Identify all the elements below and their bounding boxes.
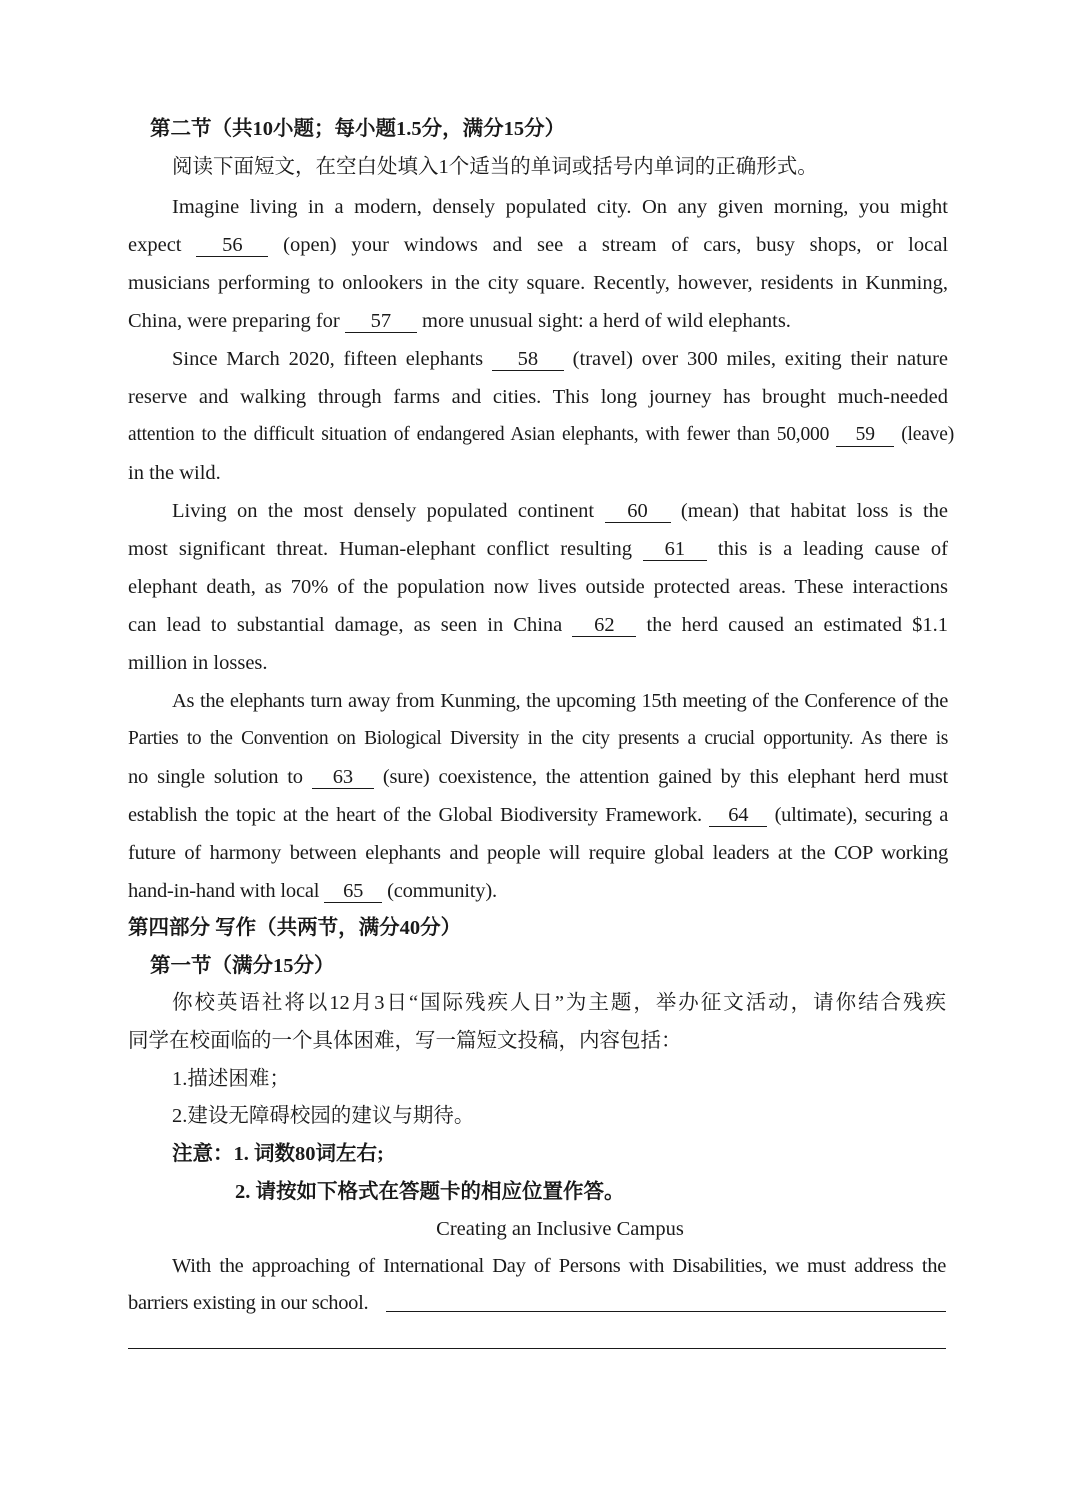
passage-text: most significant threat. Human-elephant conflict resulting [128, 538, 632, 560]
passage-line: million in losses. [128, 652, 268, 674]
prompt-item: 2.建设无障碍校园的建议与期待。 [172, 1105, 475, 1127]
answer-line[interactable] [386, 1311, 946, 1312]
answer-blank[interactable]: 57 [345, 310, 417, 333]
passage-line [128, 232, 948, 258]
answer-blank[interactable]: 58 [492, 348, 564, 371]
passage-text: (leave) [901, 424, 954, 445]
part-heading: 第四部分 写作（共两节，满分40分） [128, 917, 462, 939]
prompt-item: 1.描述困难； [172, 1068, 290, 1090]
essay-line: With the approaching of International Day of Persons with Disabilities, we must address the [172, 1255, 946, 1277]
answer-blank[interactable]: 63 [312, 766, 374, 789]
passage-text: no single solution to [128, 766, 303, 788]
passage-text: this is a leading cause of [717, 538, 949, 560]
passage-line [172, 346, 948, 372]
passage-line: Parties to the Convention on Biological Diversity in the city presents a crucial opportunity. As there is [128, 728, 948, 749]
passage-text: (ultimate), securing a [774, 804, 948, 826]
passage-text: China, were preparing for [128, 310, 340, 332]
answer-blank[interactable]: 60 [605, 500, 671, 523]
passage-text: (sure) coexistence, the attention gained by this elephant herd must [382, 766, 948, 788]
answer-blank[interactable]: 64 [709, 804, 767, 827]
passage-text: more unusual sight: a herd of wild elephants. [422, 310, 791, 332]
passage-text: expect [128, 234, 182, 256]
passage-text: (open) your windows and see a stream of cars, busy shops, or local [283, 234, 949, 256]
passage-line [128, 764, 948, 790]
passage-line [128, 802, 948, 828]
essay-title: Creating an Inclusive Campus [436, 1218, 684, 1240]
passage-line: musicians performing to onlookers in the city square. Recently, however, residents in Kunming, [128, 272, 948, 294]
prompt-line: 同学在校面临的一个具体困难，写一篇短文投稿，内容包括： [128, 1030, 682, 1052]
passage-line: Imagine living in a modern, densely populated city. On any given morning, you might [172, 196, 948, 218]
passage-line: As the elephants turn away from Kunming, the upcoming 15th meeting of the Conference of the [172, 690, 948, 712]
prompt-line: 你校英语社将以12月3日“国际残疾人日”为主题，举办征文活动，请你结合残疾 [172, 992, 946, 1014]
passage-line: future of harmony between elephants and people will require global leaders at the COP working [128, 842, 948, 864]
answer-blank[interactable]: 62 [572, 614, 636, 637]
passage-text: (travel) over 300 miles, exiting their nature [572, 348, 948, 370]
section-instruction: 阅读下面短文，在空白处填入1个适当的单词或括号内单词的正确形式。 [172, 156, 818, 178]
passage-line [128, 612, 948, 638]
passage-text: establish the topic at the heart of the Global Biodiversity Framework. [128, 804, 702, 826]
answer-line[interactable] [128, 1348, 946, 1349]
essay-line: barriers existing in our school. [128, 1292, 369, 1314]
passage-text: hand-in-hand with local [128, 880, 320, 902]
passage-line: reserve and walking through farms and cities. This long journey has brought much-needed [128, 386, 948, 408]
note-line: 2. 请按如下格式在答题卡的相应位置作答。 [235, 1181, 625, 1203]
note-line: 注意：1. 词数80词左右; [172, 1143, 384, 1165]
passage-text: Since March 2020, fifteen elephants [172, 348, 484, 370]
passage-text: can lead to substantial damage, as seen in China [128, 614, 563, 636]
passage-line [128, 536, 948, 562]
passage-line [128, 878, 497, 904]
answer-blank[interactable]: 61 [643, 538, 707, 561]
passage-text: (community). [387, 880, 497, 902]
answer-blank[interactable]: 59 [836, 424, 894, 447]
passage-line: elephant death, as 70% of the population now lives outside protected areas. These interactions [128, 576, 948, 598]
passage-text: the herd caused an estimated $1.1 [646, 614, 949, 636]
answer-blank[interactable]: 65 [324, 880, 382, 903]
passage-text: attention to the difficult situation of endangered Asian elephants, with fewer than 50,000 [128, 424, 830, 445]
passage-text: (mean) that habitat loss is the [680, 500, 949, 522]
passage-line [172, 498, 948, 524]
passage-line [128, 308, 791, 334]
passage-line [128, 422, 954, 448]
passage-text: Living on the most densely populated continent [172, 500, 595, 522]
section-heading: 第二节（共10小题；每小题1.5分，满分15分） [150, 118, 566, 140]
passage-line: in the wild. [128, 462, 221, 484]
answer-blank[interactable]: 56 [196, 234, 268, 257]
section-heading: 第一节（满分15分） [150, 955, 335, 977]
